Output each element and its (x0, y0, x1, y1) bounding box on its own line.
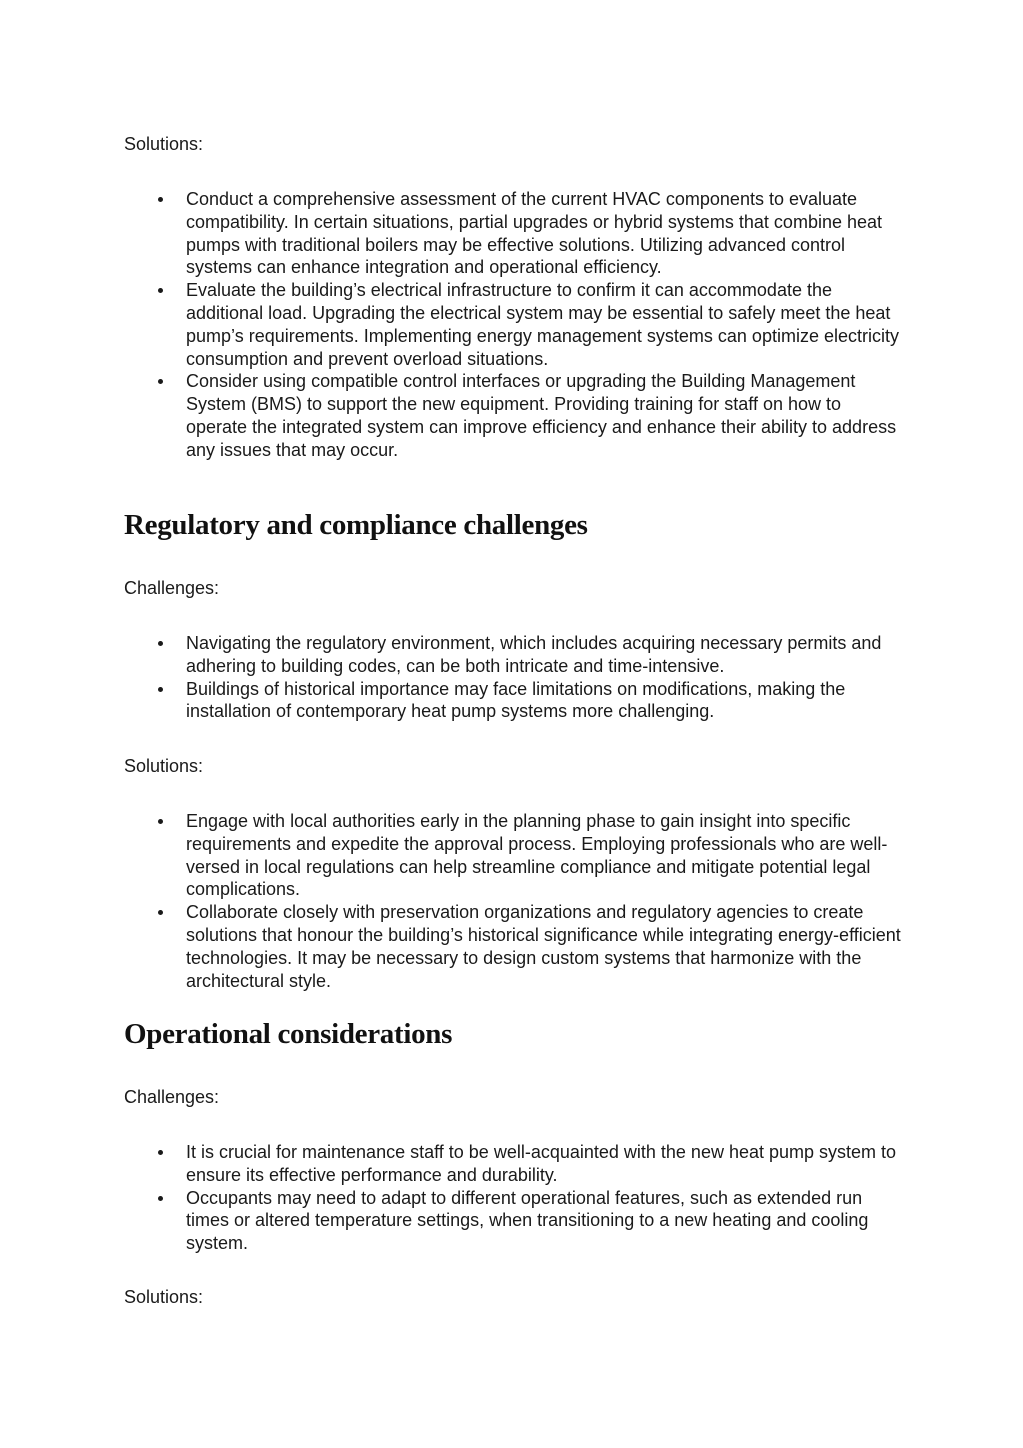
list-item: Collaborate closely with preservation organizations and regulatory agencies to create solutions that honour the building’s historical significance while integrating energy-efficient technologies. It may be necessary to design custom systems that harmonize with the architectural style. (124, 901, 904, 992)
bullet-icon (158, 379, 163, 384)
bullet-icon (158, 1196, 163, 1201)
solutions-label: Solutions: (124, 756, 204, 776)
bullet-icon (158, 819, 163, 824)
bullet-icon (158, 687, 163, 692)
list-item: Buildings of historical importance may face limitations on modifications, making the installation of contemporary heat pump systems more challenging. (124, 678, 904, 724)
solutions-label: Solutions: (124, 134, 204, 154)
challenges-label: Challenges: (124, 1087, 220, 1107)
challenges-list (124, 632, 904, 723)
list-item: Navigating the regulatory environment, which includes acquiring necessary permits and adhering to building codes, can be both intricate and time-intensive. (124, 632, 904, 678)
bullet-icon (158, 197, 163, 202)
bullet-icon (158, 910, 163, 915)
section-heading-operational: Operational considerations (124, 1018, 453, 1050)
bullet-icon (158, 1150, 163, 1155)
solutions-list (124, 188, 904, 462)
list-item: Occupants may need to adapt to different operational features, such as extended run times or altered temperature settings, when transitioning to a new heating and cooling system. (124, 1187, 904, 1255)
list-item: It is crucial for maintenance staff to be well-acquainted with the new heat pump system to ensure its effective performance and durability. (124, 1141, 904, 1187)
section-heading-regulatory: Regulatory and compliance challenges (124, 509, 588, 541)
list-item: Evaluate the building’s electrical infrastructure to confirm it can accommodate the additional load. Upgrading the electrical system may be essential to safely meet the heat pump’s requirements. Implementing energy management systems can optimize electricity consumption and prevent overload situations. (124, 279, 904, 370)
list-item: Conduct a comprehensive assessment of the current HVAC components to evaluate compatibility. In certain situations, partial upgrades or hybrid systems that combine heat pumps with traditional boilers may be effective solutions. Utilizing advanced control systems can enhance integration and operational efficiency. (124, 188, 904, 279)
bullet-icon (158, 641, 163, 646)
bullet-icon (158, 288, 163, 293)
list-item: Engage with local authorities early in the planning phase to gain insight into specific requirements and expedite the approval process. Employing professionals who are well-versed in local regulations can help streamline compliance and mitigate potential legal complications. (124, 810, 904, 901)
challenges-list (124, 1141, 904, 1255)
list-item: Consider using compatible control interfaces or upgrading the Building Management System (BMS) to support the new equipment. Providing training for staff on how to operate the integrated system can improve efficiency and enhance their ability to address any issues that may occur. (124, 370, 904, 461)
challenges-label: Challenges: (124, 578, 220, 598)
solutions-label: Solutions: (124, 1287, 204, 1307)
solutions-list (124, 810, 904, 992)
